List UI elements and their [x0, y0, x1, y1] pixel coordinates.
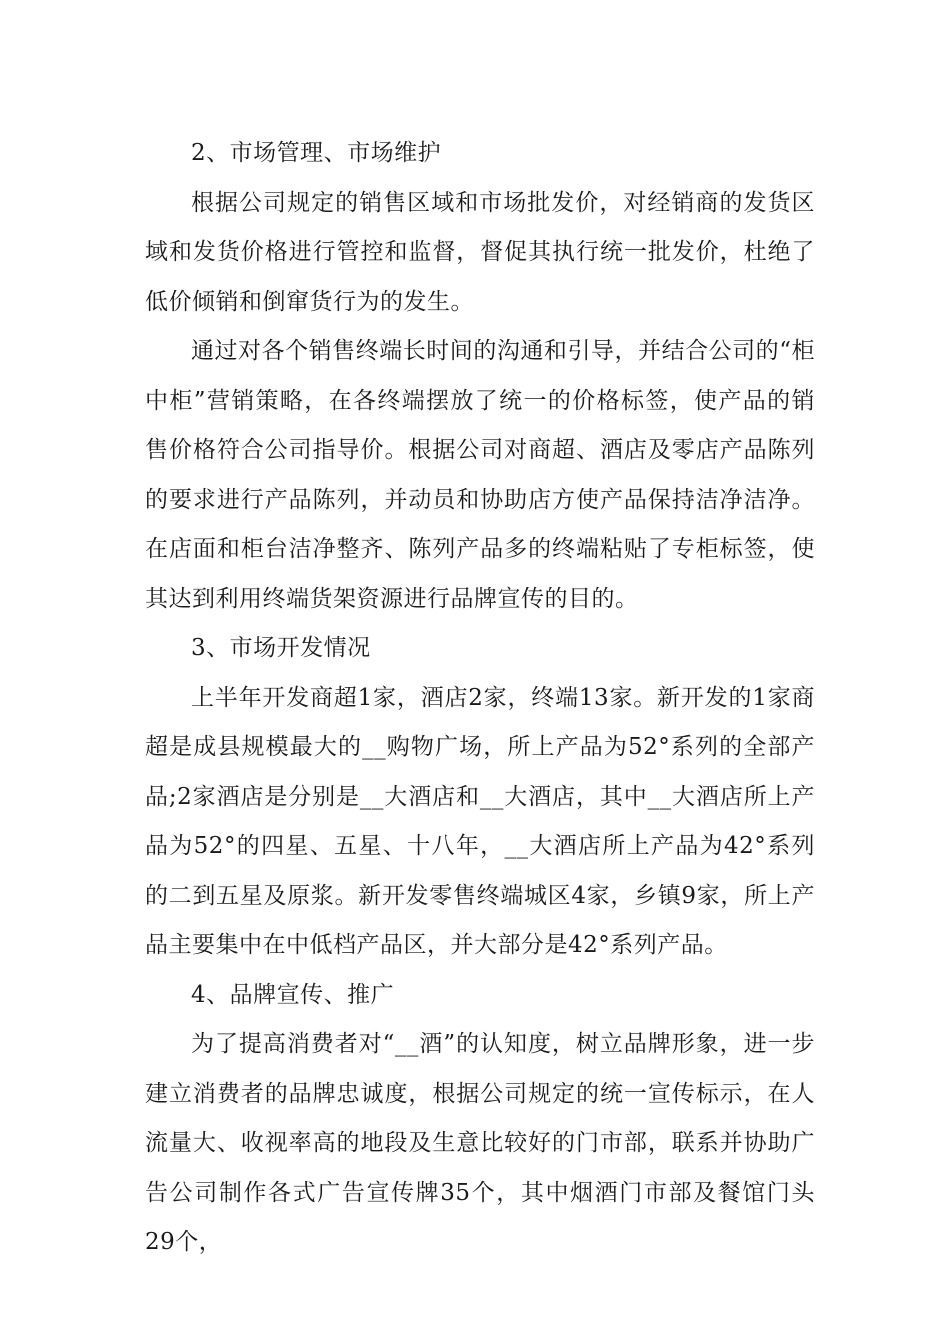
- paragraph-terminal-display: 通过对各个销售终端长时间的沟通和引导，并结合公司的“柜中柜”营销策略，在各终端摆放了统一的价格标签，使产品的销售价格符合公司指导价。根据公司对商超、酒店及零店产品陈列的要求进行产品陈列，并动员和协助店方使产品保持洁净洁净。在店面和柜台洁净整齐、陈列产品多的终端粘贴了专柜标签，使其达到利用终端货架资源进行品牌宣传的目的。: [145, 338, 815, 612]
- section-heading-brand-promotion: 4、品牌宣传、推广: [191, 981, 395, 1008]
- section-heading-market-development: 3、市场开发情况: [191, 635, 371, 661]
- section-heading-market-management: 2、市场管理、市场维护: [191, 140, 442, 166]
- paragraph-brand-awareness: 为了提高消费者对“__酒”的认知度，树立品牌形象，进一步建立消费者的品牌忠诚度，根据公司规定的统一宣传标示，在人流量大、收视率高的地段及生意比较好的门市部，联系并协助广告公司制作各式广告宣传牌35个，其中烟酒门市部及餐馆门头29个，: [145, 1031, 815, 1255]
- paragraph-new-outlets: 上半年开发商超1家，酒店2家，终端13家。新开发的1家商超是成县规模最大的__购物广场，所上产品为52°系列的全部产品;2家酒店是分别是__大酒店和__大酒店，其中__大酒店所上产品为52°的四星、五星、十八年，__大酒店所上产品为42°系列的二到五星及原浆。新开发零售终端城区4家，乡镇9家，所上产品主要集中在中低档产品区，并大部分是42°系列产品。: [145, 684, 815, 958]
- document-body: [145, 129, 815, 1268]
- paragraph-pricing-control: 根据公司规定的销售区域和市场批发价，对经销商的发货区域和发货价格进行管控和监督，督促其执行统一批发价，杜绝了低价倾销和倒窜货行为的发生。: [145, 189, 815, 315]
